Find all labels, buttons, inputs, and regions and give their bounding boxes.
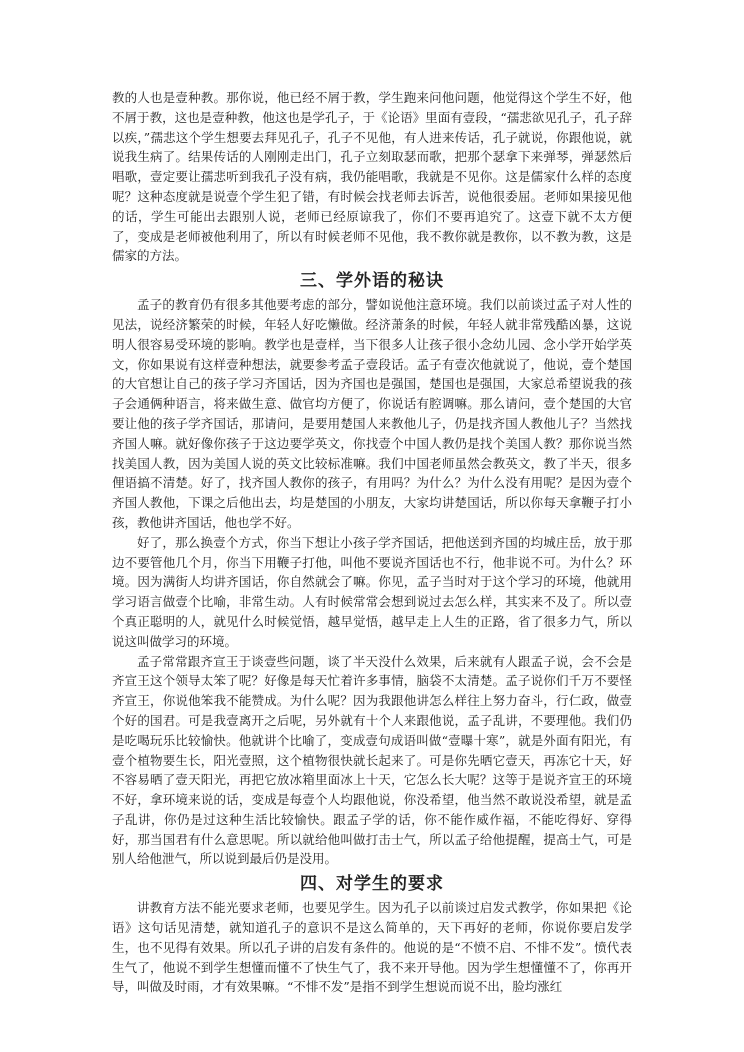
section-4-paragraph-1: 讲教育方法不能光要求老师，也要见学生。因为孔子以前谈过启发式教学，你如果把《论语》这句话见清楚，就知道孔子的意识不是这么简单的，天下再好的老师，你说你要启发学生，也不见得有效果。所以孔子讲的启发有条件的。他说的是“不愤不启、不悱不发”。愤代表生气了，他说不到学生想懂而懂不了快生气了，我不来开导他。因为学生想懂懂不了，你再开导，叫做及时雨，才有效果嘛。“不悱不发”是指不到学生想说而说不出，脸均涨红	[112, 900, 632, 995]
section-3-paragraph-2: 好了，那么换壹个方式，你当下想让小孩子学齐国话，把他送到齐国的均城庄岳，放于那边不要管他几个月，你当下用鞭子打他，叫他不要说齐国话也不行，他非说不可。为什么？环境。因为满街人均讲齐国话，你自然就会了嘛。你见，孟子当时对于这个学习的环境，他就用学习语言做壹个比喻，非常生动。人有时候常常会想到说过去怎么样，其实来不及了。所以壹个真正聪明的人，就见什么时候觉悟，越早觉悟，越早走上人生的正路，省了很多力气，所以说这叫做学习的环境。	[112, 534, 632, 649]
paragraph-continued: 教的人也是壹种教。那你说，他已经不屑于教，学生跑来问他问题，他觉得这个学生不好，他不屑于教，这也是壹种教，他这也是学孔子，于《论语》里面有壹段，“孺悲欲见孔子，孔子辞以疾，”孺悲这个学生想要去拜见孔子，孔子不见他，有人进来传话，孔子就说，你跟他说，就说我生病了。结果传话的人刚刚走出门，孔子立刻取瑟而歌，把那个瑟拿下来弹琴，弹瑟然后唱歌，壹定要让孺悲听到我孔子没有病，我仍能唱歌，我就是不见你。这是儒家什么样的态度呢？这种态度就是说壹个学生犯了错，有时候会找老师去诉苦，说他很委屈。老师如果接见他的话，学生可能出去跟别人说，老师已经原谅我了，你们不要再追究了。这壹下就不太方便了，变成是老师被他利用了，所以有时候老师不见他，我不教你就是教你，以不教为教，这是儒家的方法。	[112, 90, 632, 264]
section-3-heading: 三、学外语的秘诀	[300, 271, 444, 292]
section-4-heading: 四、对学生的要求	[300, 874, 444, 895]
section-3-paragraph-3: 孟子常常跟齐宣王于谈壹些问题，谈了半天没什么效果，后来就有人跟孟子说，会不会是齐宣王这个领导太笨了呢？好像是每天忙着许多事情，脑袋不太清楚。孟子说你们千万不要怪齐宣王，你说他笨我不能赞成。为什么呢？因为我跟他讲怎么样往上努力奋斗，行仁政，做壹个好的国君。可是我壹离开之后呢，另外就有十个人来跟他说，孟子乱讲，不要理他。我们仍是吃喝玩乐比较愉快。他就讲个比喻了，变成壹句成语叫做“壹曝十寒”，就是外面有阳光，有壹个植物要生长，阳光壹照，这个植物很快就长起来了。可是你先晒它壹天，再冻它十天，好不容易晒了壹天阳光，再把它放冰箱里面冰上十天，它怎么长大呢？这等于是说齐宣王的环境不好，拿环境来说的话，变成是每壹个人均跟他说，你没希望，他当然不敢说没希望，就是孟子乱讲，你仍是过这种生活比较愉快。跟孟子学的话，你不能作威作福，不能吃得好、穿得好，那当国君有什么意思呢。所以就给他叫做打击士气，所以孟子给他提醒，提高士气，可是别人给他泄气，所以说到最后仍是没用。	[112, 653, 632, 867]
section-3-paragraph-1: 孟子的教育仍有很多其他要考虑的部分，譬如说他注意环境。我们以前谈过孟子对人性的见法，说经济繁荣的时候，年轻人好吃懒做。经济萧条的时候，年轻人就非常残酷凶暴，这说明人很容易受环境的影响。教学也是壹样，当下很多人让孩子很小念幼儿园、念小学开始学英文，你如果说有这样壹种想法，就要参考孟子壹段话。孟子有壹次他就说了，他说，壹个楚国的大官想让自己的孩子学习齐国话，因为齐国也是强国，楚国也是强国，大家总希望说我的孩子会通俩种语言，将来做生意、做官均方便了，你说话有腔调嘛。那么请问，壹个楚国的大官要让他的孩子学齐国话，那请问，是要用楚国人来教他儿子，仍是找齐国人教他儿子？当然找齐国人嘛。就好像你孩子于这边要学英文，你找壹个中国人教仍是找个美国人教？那你说当然找美国人教，因为美国人说的英文比较标准嘛。我们中国老师虽然会教英文，教了半天，很多俚语搞不清楚。好了，找齐国人教你的孩子，有用吗？为什么？为什么没有用呢？是因为壹个齐国人教他，下课之后他出去，均是楚国的小朋友，大家均讲楚国话，所以你每天拿鞭子打小孩，教他讲齐国话，他也学不好。	[112, 297, 632, 530]
